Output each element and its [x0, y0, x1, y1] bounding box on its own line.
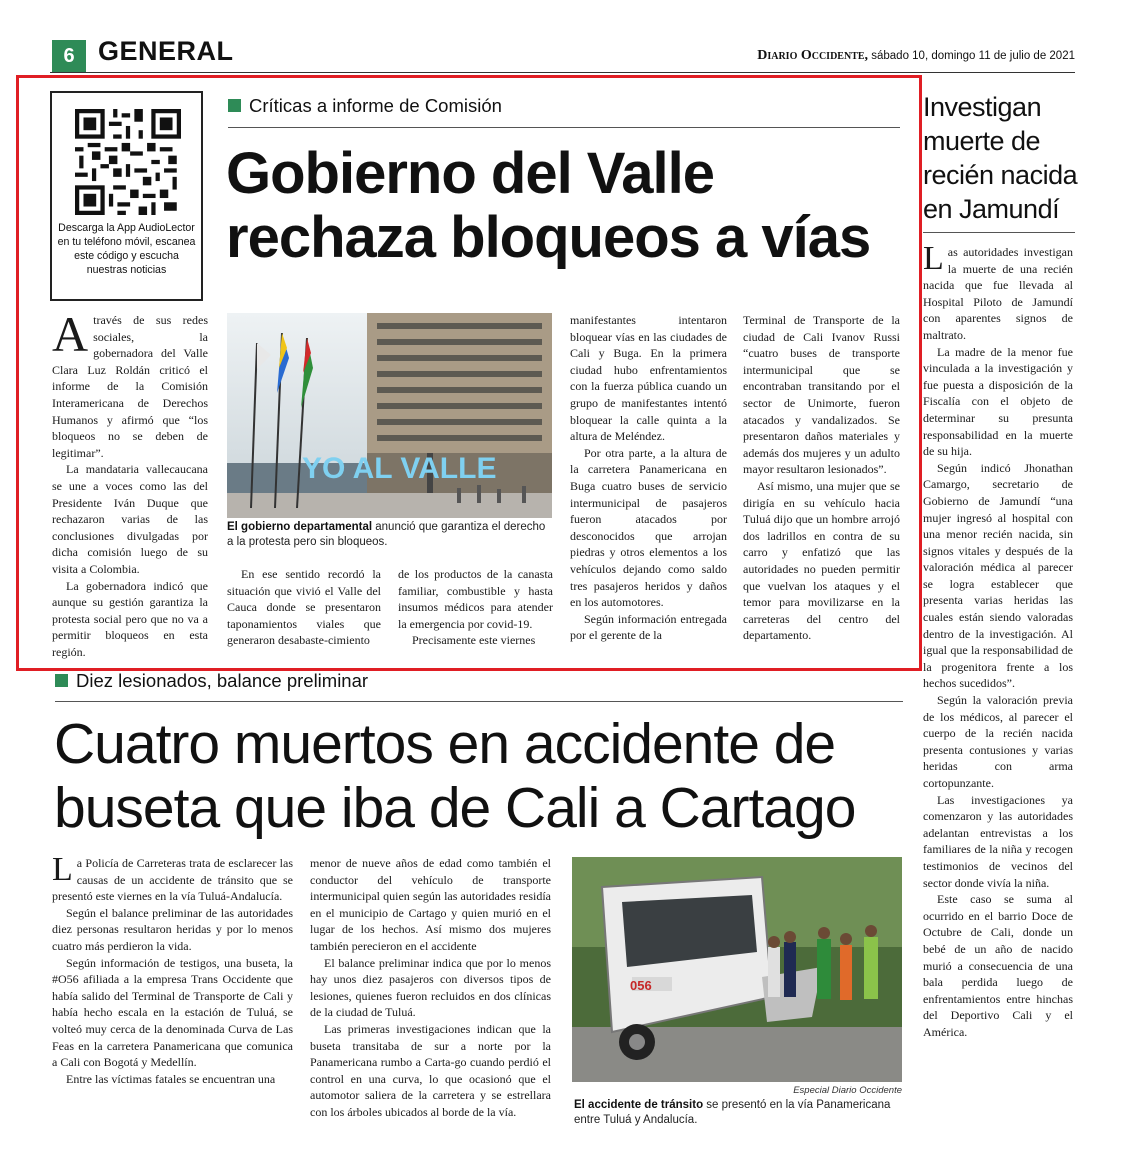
story1-col4-p1: manifestantes intentaron bloquear vías en las ciudades de Cali y Buga. En la primera ciudad hubo enfrentamientos con la fuerza pública cuando un grupo de manifestantes intentó bloquear la calle quinta a la altura de Meléndez. [570, 313, 727, 444]
story3-headline-line1: Investigan [923, 92, 1042, 122]
story1-column-4 [570, 312, 727, 644]
story1-kicker-text: Críticas a informe de Comisión [249, 95, 502, 116]
story1-col5-p2: Así mismo, una mujer que se dirigía en su vehículo hacia Tuluá dijo que un hombre arrojó dos ladrillos en contra de su carro y enfatizó que las autoridades no pueden permitir que vuelvan los ataques y el temor para movilizarse en la carreteras del centro del departamento. [743, 478, 900, 643]
photo-credit: Especial Diario Occidente [793, 1085, 902, 1096]
story2-column-2 [310, 855, 551, 1121]
qr-promo-box[interactable] [50, 91, 203, 301]
story1-col3-p2: Precisamente este viernes [412, 633, 536, 648]
story2-headline-line1: Cuatro muertos en accidente de [54, 712, 836, 776]
story1-col1-p2: La mandataria vallecaucana se une a voces como las del Presidente Iván Duque que rechazaron varias de las conclusiones divulgadas por dicha comisión luego de su visita a Colombia. [52, 462, 208, 576]
story1-kicker [228, 95, 502, 117]
story2-col1-p3: Según información de testigos, una buseta, la #O56 afiliada a la empresa Trans Occidente que había salido del Terminal de Transporte de Cali y había hecho escala en la estación de Tuluá, se volteó muy cerca de la denominada Curva de Las Feas en la carretera Panamericana que comunica a Cali con Bogotá y Medellín. [52, 955, 293, 1070]
story1-col5-p1: Terminal de Transporte de la ciudad de Cali Ivanov Russi “cuatro buses de transporte intermunicipal que se encontraban transitando por el sector de Unimorte, fueron atacados y vandalizados. Se presentaron daños materiales y además dos mujeres y un adulto mayor resultaron lesionados”. [743, 313, 900, 477]
bus-number-text: 056 [630, 978, 652, 993]
bus-accident-photo [572, 857, 902, 1082]
story1-column-3 [398, 566, 553, 649]
newspaper-name: Diario Occidente, [757, 48, 869, 63]
section-title: GENERAL [98, 36, 234, 66]
story1-column-2 [227, 566, 381, 649]
story2-col2-p2: El balance preliminar indica que por lo menos hay unos diez pasajeros con diversos tipos de lesiones, quienes fueron recluidos en dos clínicas de la ciudad de Tuluá. [310, 955, 551, 1020]
story1-col2-p1: En ese sentido recordó la situación que vivió el Valle del Cauca donde se presentaron taponamientos viales que generaron desabaste-cimiento [227, 567, 381, 648]
story1-column-5 [743, 312, 900, 644]
story1-caption-bold: El gobierno departamental [227, 521, 373, 533]
story1-headline-line2: rechaza bloqueos a vías [226, 205, 871, 270]
qr-instructions: Descarga la App AudioLector en tu teléfono móvil, escanea este código y escucha nuestras noticias [57, 222, 196, 276]
story3-p4: Según la valoración previa de los médicos, al parecer el cuerpo de la recién nacida presenta contusiones y varias heridas con arma cortopunzante. [923, 693, 1073, 790]
story2-col1-p4: Entre las víctimas fatales se encuentran una [66, 1071, 276, 1086]
story1-kicker-rule [228, 127, 900, 128]
story3-headline [923, 90, 1083, 226]
page-number: 6 [52, 40, 86, 72]
story1-col3-p1: de los productos de la canasta familiar, combustible y hasta insumos médicos para atender la emergencia por covid-19. [398, 567, 553, 631]
story1-caption-text: anunció que garantiza el derecho a la protesta pero sin bloqueos. [227, 521, 546, 548]
story2-headline-line2: buseta que iba de Cali a Cartago [54, 776, 856, 840]
story1-col4-p2: Por otra parte, a la altura de la carretera Panamericana en Buga cuatro buses de servicio intermunicipal de pasajeros fueron atacados por desconocidos que arrojan piedras y otros elementos a los vehículos dejando como saldo tres pasajeros heridos y daños en los automotores. [570, 445, 727, 610]
story1-col4-p3: Según información entregada por el gerente de la [570, 611, 727, 643]
story2-col1-p1: a Policía de Carreteras trata de esclarecer las causas de un accidente de tránsito que se presentó este viernes en la vía Tuluá-Andalucía. [52, 856, 293, 904]
story2-photo-caption [574, 1098, 904, 1128]
story3-dropcap: L [923, 240, 944, 277]
story2-kicker [55, 670, 368, 692]
story3-p3: Según indicó Jhonathan Camargo, secretario de Gobierno de Jamundí “una mujer ingresó al hospital con una menor recién nacida, sin signos vitales y después de la valoración médica al parecer se logra establecer que presenta varias heridas las cuales están siendo valoradas dentro de la investigación. Al igual que la responsabilidad de la progenitora frente a los hechos sucedidos”. [923, 460, 1073, 691]
story1-photo-caption [227, 520, 552, 550]
story2-headline [54, 712, 855, 840]
story3-headline-line3: recién nacida [923, 160, 1078, 190]
story3-column [923, 240, 1073, 1041]
issue-date: sábado 10, domingo 11 de julio de 2021 [871, 50, 1075, 62]
photo-sign-text: YO AL VALLE [302, 452, 497, 485]
story1-column-1 [52, 306, 208, 660]
story2-caption-bold: El accidente de tránsito [574, 1099, 704, 1111]
story1-col1-p3: La gobernadora indicó que aunque su gestión garantiza la protesta social pero que no va a permitir bloqueos en esta región. [52, 578, 208, 659]
story2-caption-text: se presentó en la vía Panamericana entre Tuluá y Andalucía. [574, 1099, 891, 1126]
government-building-photo [227, 313, 552, 518]
green-square-icon [55, 674, 68, 687]
story2-column-1 [52, 851, 293, 1087]
story1-col1-p1: través de sus redes sociales, la gobernadora del Valle Clara Luz Roldán criticó el informe de la Comisión Interamericana de Derechos Humanos y afirmó que “los bloqueos no se deben de legitimar”. [52, 313, 208, 460]
story2-dropcap: L [52, 851, 73, 888]
header-rule [50, 72, 1075, 73]
story1-headline-line1: Gobierno del Valle [226, 141, 715, 206]
story3-p1: as autoridades investigan la muerte de una recién nacida que fue llevada al Hospital Piloto de Jamundí con aparentes signos de maltrato. [923, 245, 1073, 342]
story3-p6: Este caso se suma al ocurrido en el barrio Doce de Octubre de Cali, donde un bebé de un año de nacido murió a consecuencia de una bala perdida luego de enfrentamientos entre hinchas del Deportivo Cali y el América. [923, 892, 1073, 1039]
story1-dropcap: A [52, 306, 89, 362]
story3-headline-line2: muerte de [923, 126, 1041, 156]
green-square-icon [228, 99, 241, 112]
story1-headline [226, 142, 870, 270]
story3-p5: Las investigaciones ya comenzaron y las autoridades adelantan entrevistas a los familiares de la niña y recogen testimonios de vecinos del sector donde vivía la niña. [923, 792, 1073, 890]
story3-p2: La madre de la menor fue vinculada a la investigación y fue puesta a disposición de la Fiscalía con el objeto de determinar su presunta responsabilidad en la muerte de su hija. [923, 344, 1073, 459]
story3-headline-line4: en Jamundí [923, 194, 1060, 224]
story2-kicker-rule [55, 701, 903, 702]
story2-col2-p1: menor de nueve años de edad como también el conductor del vehículo de transporte intermunicipal quien según las autoridades residía en el municipio de Cartago y quien murió en el lugar de los hechos. Así mismo dos mujeres también perecieron en el accidente [310, 856, 551, 953]
story2-col2-p3: Las primeras investigaciones indican que la buseta transitaba de sur a norte por la Panamericana rumbo a Carta-go cuando perdió el control en una curva, lo que ocasionó que el automotor saliera de la carretera y se estrellara con los árboles ubicados al borde de la vía. [310, 1021, 551, 1119]
story2-kicker-text: Diez lesionados, balance preliminar [76, 670, 369, 691]
qr-code-icon[interactable] [75, 109, 181, 215]
story3-rule [923, 232, 1075, 233]
story2-col1-p2: Según el balance preliminar de las autoridades diez personas resultaron heridas y por lo menos cuatro más perdieron la vida. [52, 905, 293, 953]
masthead-date [757, 48, 1075, 64]
